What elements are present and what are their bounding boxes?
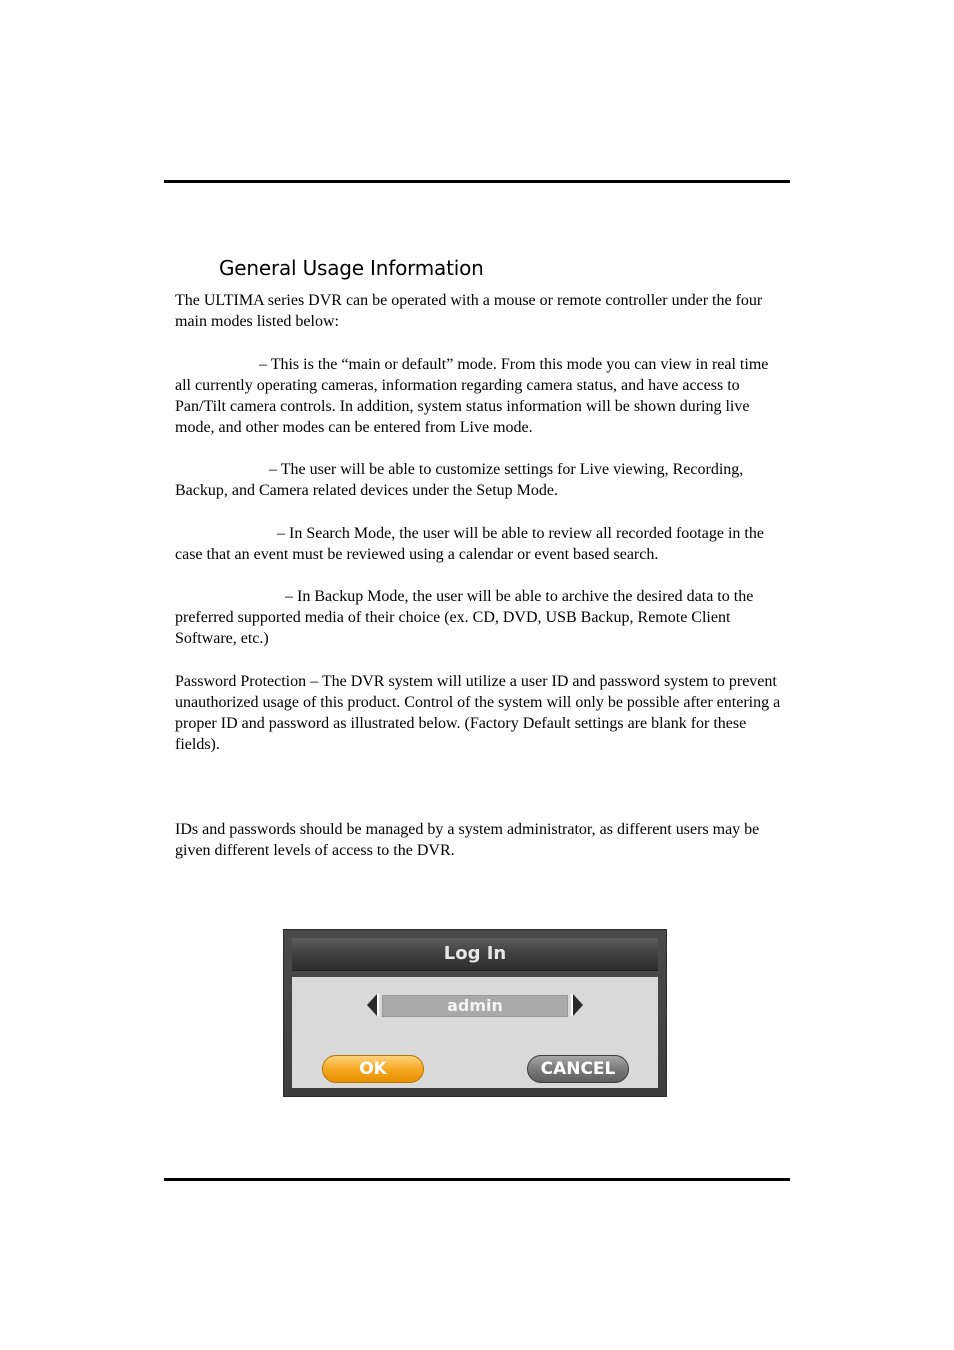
next-user-arrow-icon[interactable] xyxy=(573,994,583,1016)
ids-paragraph: IDs and passwords should be managed by a system administrator, as different users may be given different levels of access to the DVR. xyxy=(175,821,760,859)
login-title: Log In xyxy=(443,943,507,964)
login-dialog xyxy=(283,929,667,1097)
user-id-field[interactable]: admin xyxy=(382,995,568,1017)
header-rule xyxy=(164,180,790,183)
search-mode-paragraph xyxy=(175,523,785,565)
setup-mode-paragraph xyxy=(175,459,785,501)
live-mode-text: – This is the “main or default” mode. From this mode you can view in real time all currently operating cameras, information regarding camera status, and have access to Pan/Tilt camera controls. In addition, system status information will be shown during live mode, and other modes can be entered from Live mode. xyxy=(175,356,769,436)
password-protection-paragraph: Password Protection – The DVR system will utilize a user ID and password system to prevent unauthorized usage of this product. Control of the system will only be possible after entering a proper ID and password as illustrated below. (Factory Default settings are blank for these fields). xyxy=(175,673,781,753)
section-heading: General Usage Information xyxy=(219,256,484,280)
previous-user-arrow-icon[interactable] xyxy=(367,994,377,1016)
cancel-button[interactable]: CANCEL xyxy=(527,1055,629,1083)
live-mode-paragraph xyxy=(175,354,785,438)
backup-mode-text: – In Backup Mode, the user will be able to archive the desired data to the preferred supported media of their choice (ex. CD, DVD, USB Backup, Remote Client Software, etc.) xyxy=(175,588,754,647)
search-mode-text: – In Search Mode, the user will be able to review all recorded footage in the case that an event must be reviewed using a calendar or event based search. xyxy=(175,525,764,563)
backup-mode-paragraph xyxy=(175,586,785,649)
ok-button[interactable]: OK xyxy=(322,1055,424,1083)
left-arrow-edge xyxy=(377,994,379,1016)
login-body xyxy=(292,977,658,1088)
intro-paragraph: The ULTIMA series DVR can be operated with a mouse or remote controller under the four main modes listed below: xyxy=(175,292,763,330)
footer-rule xyxy=(164,1178,790,1181)
login-titlebar xyxy=(292,938,658,971)
setup-mode-text: – The user will be able to customize settings for Live viewing, Recording, Backup, and Camera related devices under the Setup Mode. xyxy=(175,461,744,499)
